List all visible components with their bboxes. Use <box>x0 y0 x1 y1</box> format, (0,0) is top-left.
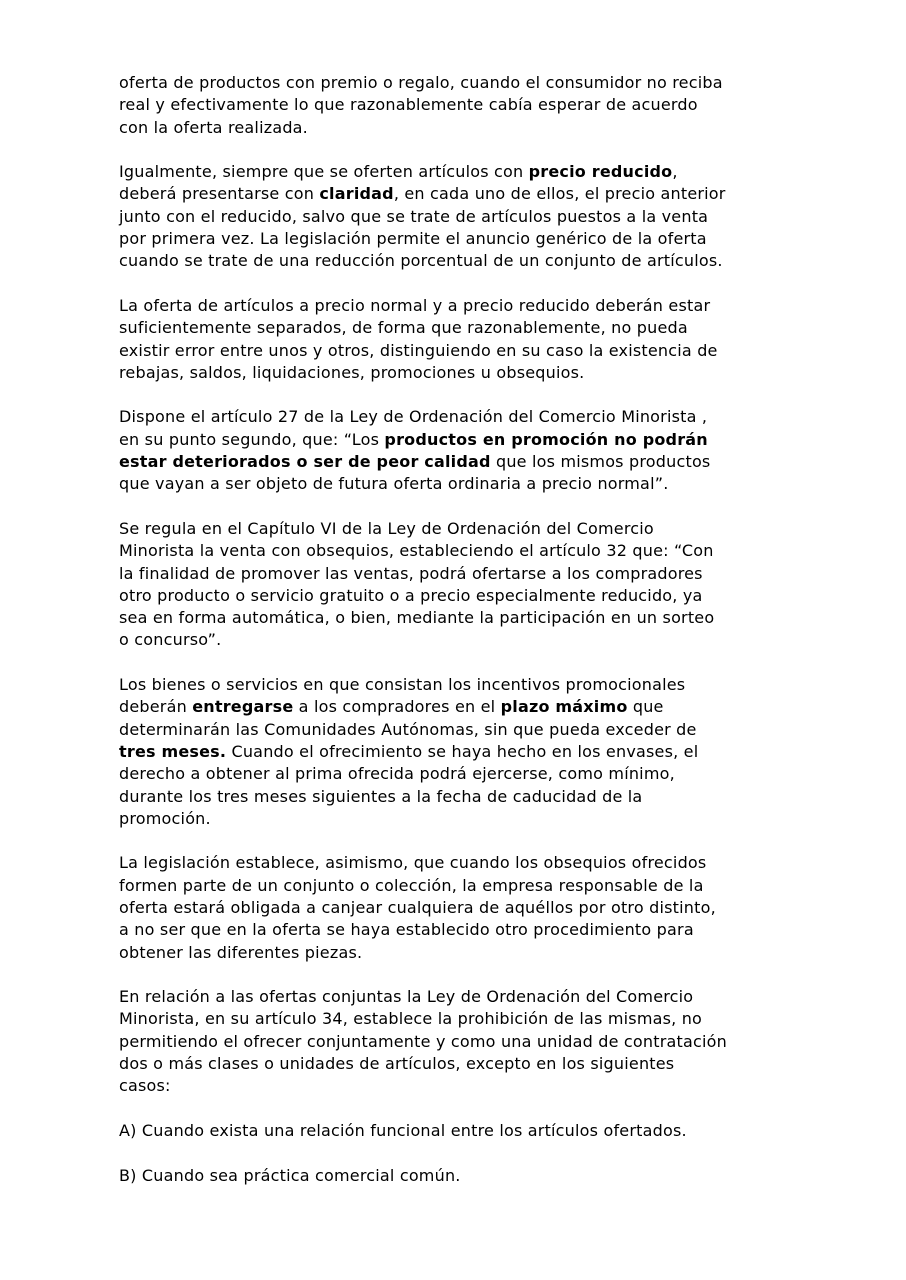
text-run: por primera vez. La legislación permite el anuncio genérico de la oferta <box>119 229 707 249</box>
text-run: sea en forma automática, o bien, mediante la participación en un sorteo <box>119 608 715 628</box>
bold-text-run: estar deteriorados o ser de peor calidad <box>119 452 491 472</box>
text-line <box>119 117 819 139</box>
bold-text-run: claridad <box>319 184 394 204</box>
text-run: determinarán las Comunidades Autónomas, sin que pueda exceder de <box>119 719 697 739</box>
text-line <box>119 585 819 607</box>
paragraph <box>119 406 819 495</box>
text-run: La legislación establece, asimismo, que cuando los obsequios ofrecidos <box>119 853 707 873</box>
text-run: deberán <box>119 697 193 717</box>
text-run: a no ser que en la oferta se haya establecido otro procedimiento para <box>119 920 694 940</box>
text-run: Cuando el ofrecimiento se haya hecho en los envases, el <box>226 741 699 761</box>
text-line <box>119 808 819 830</box>
text-run: oferta estará obligada a canjear cualquiera de aquéllos por otro distinto, <box>119 897 716 917</box>
text-line <box>119 161 819 183</box>
text-run: Minorista la venta con obsequios, estableciendo el artículo 32 que: “Con <box>119 541 714 561</box>
text-run: a los compradores en el <box>293 697 501 717</box>
text-run: la finalidad de promover las ventas, podrá ofertarse a los compradores <box>119 563 703 583</box>
text-line <box>119 94 819 116</box>
text-line <box>119 741 819 763</box>
text-line <box>119 72 819 94</box>
text-run: A) Cuando exista una relación funcional entre los artículos ofertados. <box>119 1120 687 1140</box>
text-line <box>119 340 819 362</box>
text-run: Dispone el artículo 27 de la Ley de Ordenación del Comercio Minorista , <box>119 407 708 427</box>
text-line <box>119 942 819 964</box>
text-line <box>119 429 819 451</box>
text-line <box>119 540 819 562</box>
paragraph <box>119 1165 819 1187</box>
text-run: Los bienes o servicios en que consistan los incentivos promocionales <box>119 675 686 695</box>
text-line <box>119 1031 819 1053</box>
text-line <box>119 1075 819 1097</box>
text-run: La oferta de artículos a precio normal y a precio reducido deberán estar <box>119 295 711 315</box>
text-run: en su punto segundo, que: “Los <box>119 429 385 449</box>
text-run: junto con el reducido, salvo que se trate de artículos puestos a la venta <box>119 206 709 226</box>
text-line <box>119 228 819 250</box>
text-run: con la oferta realizada. <box>119 117 308 137</box>
text-line <box>119 473 819 495</box>
text-run: , en cada uno de ellos, el precio anterior <box>393 184 726 204</box>
text-line <box>119 1120 819 1142</box>
text-run: obtener las diferentes piezas. <box>119 942 363 962</box>
text-line <box>119 674 819 696</box>
text-line <box>119 629 819 651</box>
text-run: derecho a obtener al prima ofrecida podrá ejercerse, como mínimo, <box>119 764 675 784</box>
paragraph <box>119 295 819 384</box>
paragraph <box>119 674 819 830</box>
text-run: que <box>627 697 664 717</box>
text-run: Igualmente, siempre que se oferten artículos con <box>119 162 529 182</box>
text-line <box>119 919 819 941</box>
paragraph <box>119 1120 819 1142</box>
bold-text-run: precio reducido <box>528 162 673 182</box>
text-run: permitiendo el ofrecer conjuntamente y como una unidad de contratación <box>119 1031 727 1051</box>
text-run: promoción. <box>119 808 211 828</box>
text-run: que los mismos productos <box>490 452 711 472</box>
text-run: dos o más clases o unidades de artículos, excepto en los siguientes <box>119 1054 675 1074</box>
bold-text-run: plazo máximo <box>500 697 628 717</box>
text-run: durante los tres meses siguientes a la fecha de caducidad de la <box>119 786 643 806</box>
bold-text-run: productos en promoción no podrán <box>384 429 708 449</box>
text-line <box>119 763 819 785</box>
paragraph <box>119 986 819 1097</box>
text-line <box>119 295 819 317</box>
text-line <box>119 250 819 272</box>
text-run: Minorista, en su artículo 34, establece la prohibición de las mismas, no <box>119 1009 703 1029</box>
bold-text-run: entregarse <box>192 697 294 717</box>
text-line <box>119 1165 819 1187</box>
paragraph <box>119 72 819 139</box>
text-run: deberá presentarse con <box>119 184 320 204</box>
text-run: otro producto o servicio gratuito o a precio especialmente reducido, ya <box>119 585 703 605</box>
text-line <box>119 183 819 205</box>
paragraph <box>119 852 819 963</box>
text-run: Se regula en el Capítulo VI de la Ley de Ordenación del Comercio <box>119 518 654 538</box>
text-run: En relación a las ofertas conjuntas la Ley de Ordenación del Comercio <box>119 987 694 1007</box>
text-line <box>119 786 819 808</box>
text-line <box>119 986 819 1008</box>
text-line <box>119 563 819 585</box>
text-line <box>119 719 819 741</box>
text-run: real y efectivamente lo que razonablemente cabía esperar de acuerdo <box>119 95 698 115</box>
paragraph <box>119 518 819 652</box>
document-text-block <box>119 72 819 1209</box>
text-run: B) Cuando sea práctica comercial común. <box>119 1165 461 1185</box>
text-run: existir error entre unos y otros, distinguiendo en su caso la existencia de <box>119 340 718 360</box>
text-line <box>119 451 819 473</box>
text-line <box>119 897 819 919</box>
text-line <box>119 317 819 339</box>
bold-text-run: tres meses. <box>119 741 227 761</box>
text-line <box>119 406 819 428</box>
text-run: suficientemente separados, de forma que razonablemente, no pueda <box>119 318 688 338</box>
text-run: o concurso”. <box>119 630 222 650</box>
text-line <box>119 1053 819 1075</box>
text-line <box>119 206 819 228</box>
text-line <box>119 607 819 629</box>
text-run: , <box>672 162 678 182</box>
text-run: que vayan a ser objeto de futura oferta ordinaria a precio normal”. <box>119 474 669 494</box>
text-run: casos: <box>119 1076 171 1096</box>
text-line <box>119 1008 819 1030</box>
text-run: rebajas, saldos, liquidaciones, promociones u obsequios. <box>119 362 585 382</box>
text-line <box>119 875 819 897</box>
text-line <box>119 362 819 384</box>
text-line <box>119 518 819 540</box>
text-line <box>119 852 819 874</box>
text-run: oferta de productos con premio o regalo, cuando el consumidor no reciba <box>119 73 723 92</box>
text-line <box>119 696 819 718</box>
text-run: formen parte de un conjunto o colección, la empresa responsable de la <box>119 875 704 895</box>
paragraph <box>119 161 819 272</box>
text-run: cuando se trate de una reducción porcentual de un conjunto de artículos. <box>119 251 723 271</box>
